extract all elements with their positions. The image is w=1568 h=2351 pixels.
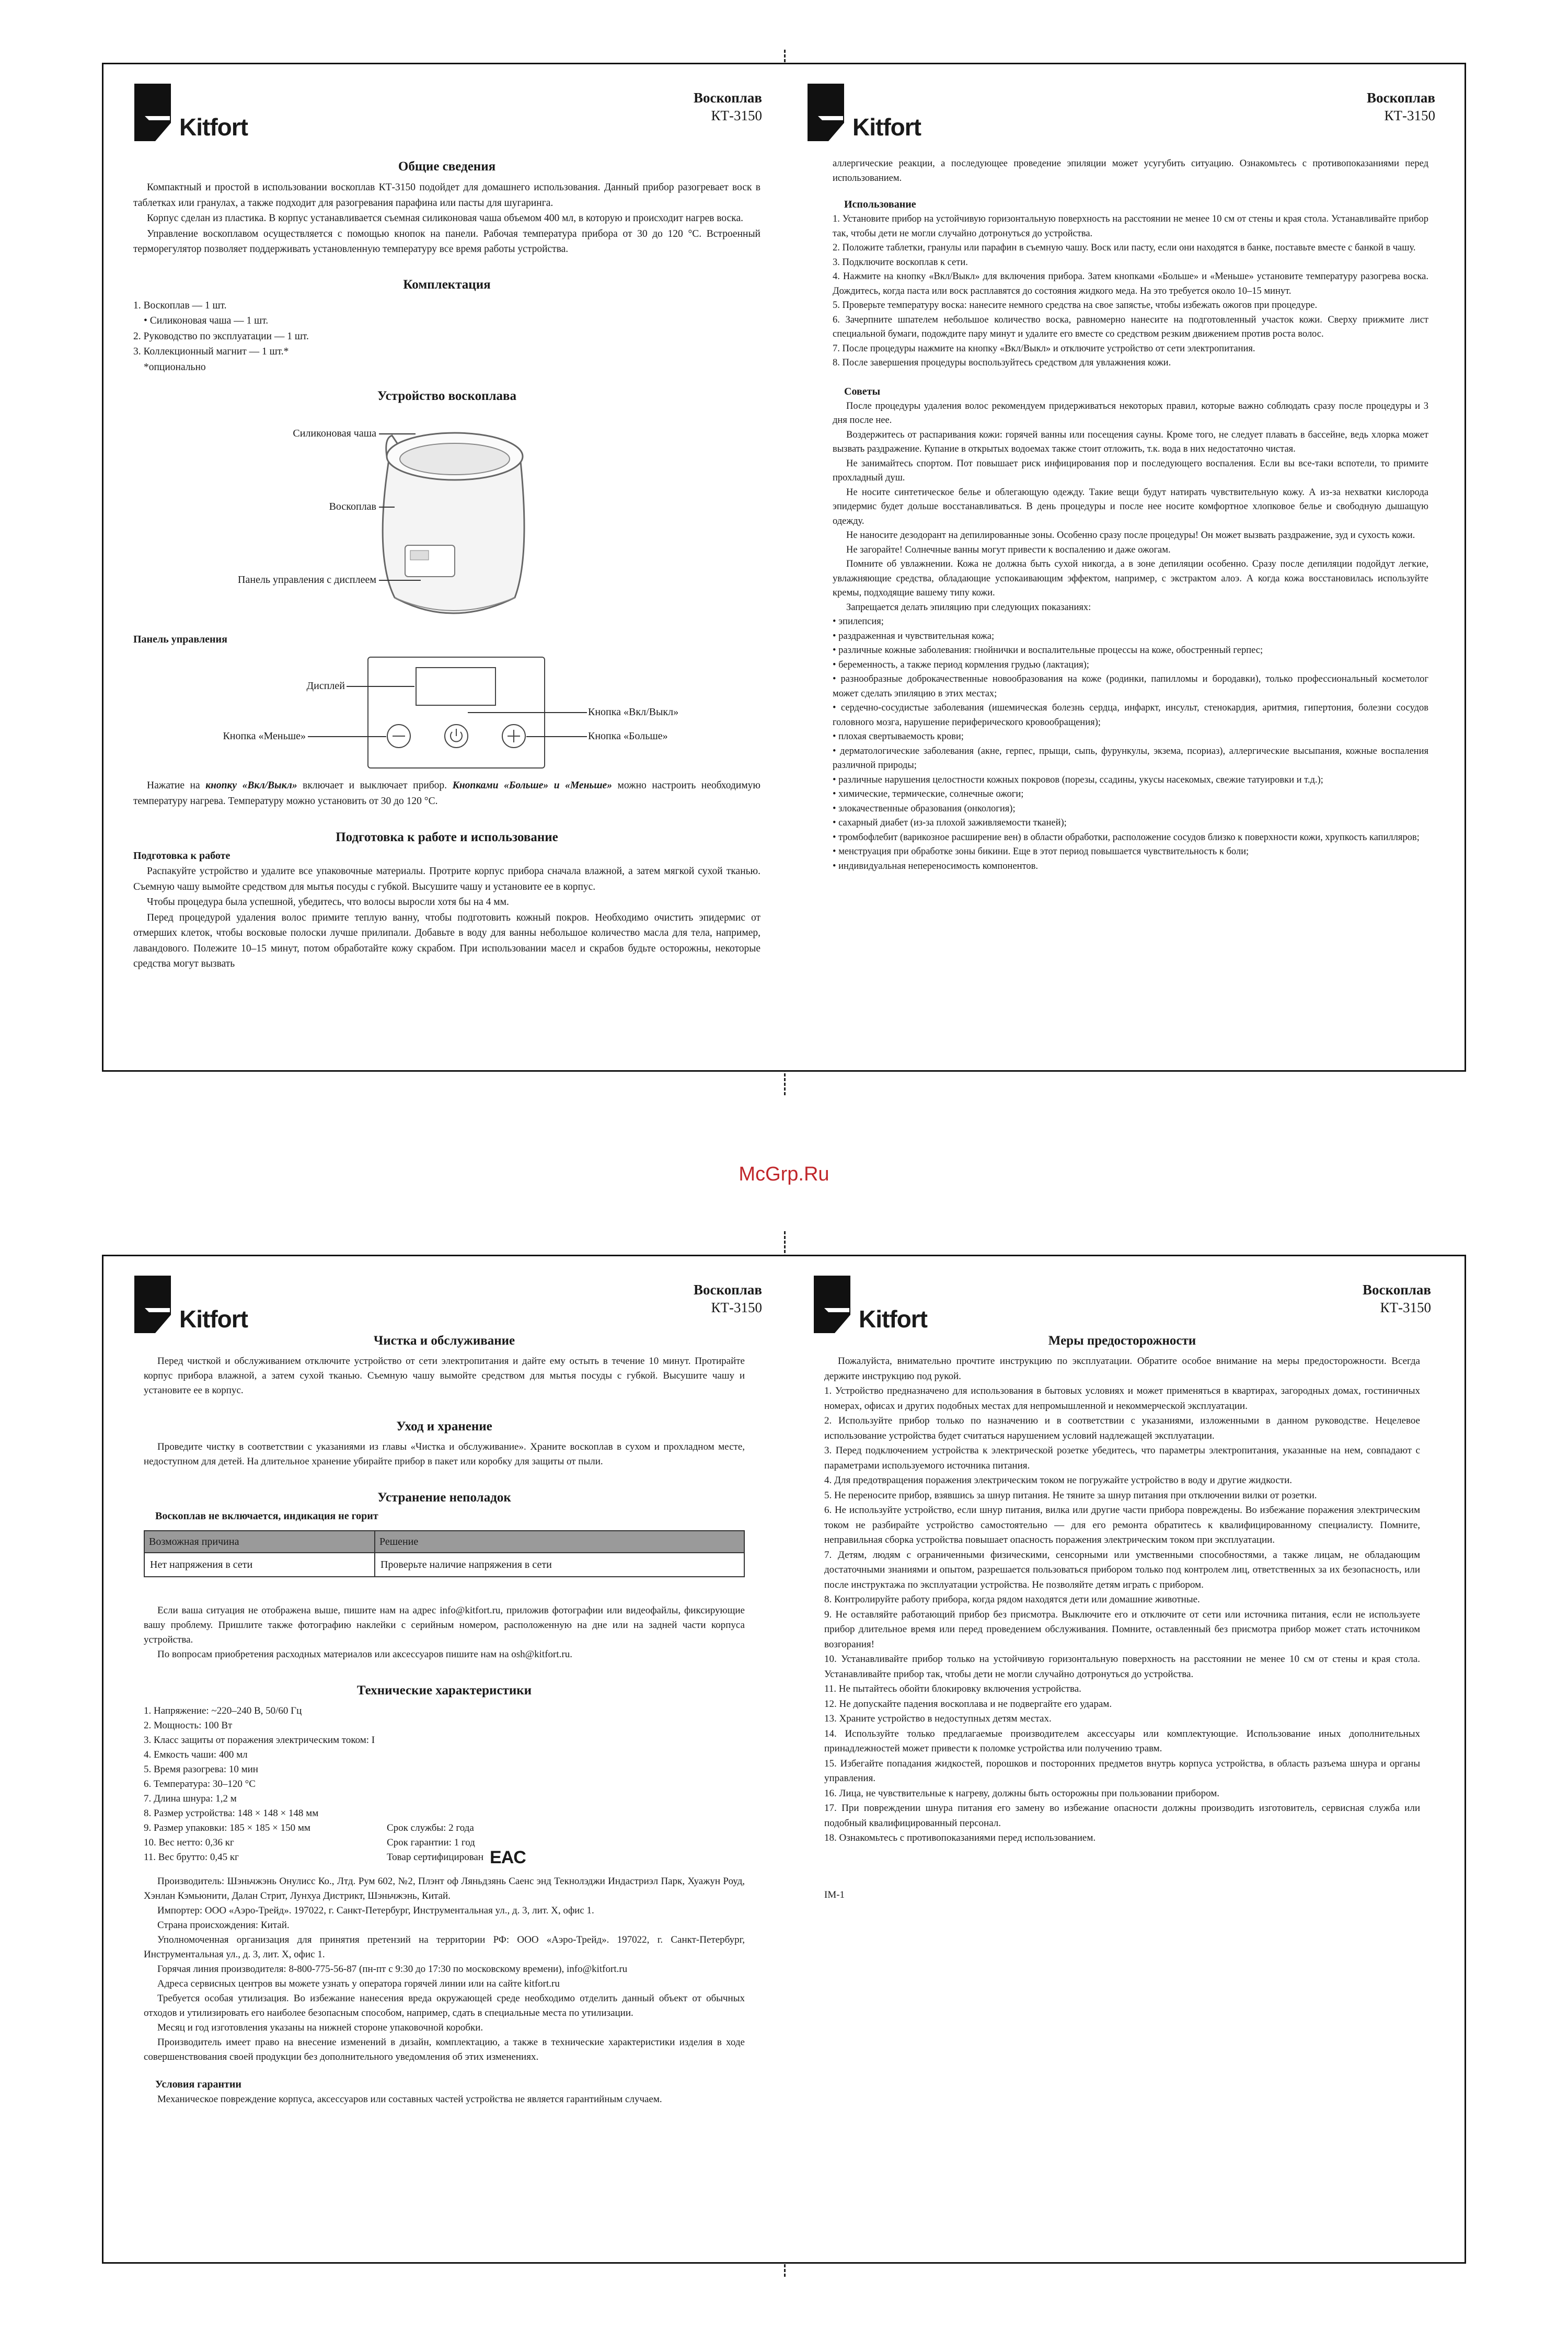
- list-item: 6. Не используйте устройство, если шнур питания, вилка или другие части прибора повреждены. Во избежание поражения электрическим током не разбирайте устройство самостоятельно — для его ремонта обратитесь к квалифицированному специалисту. Помните, неправильная сборка устройства повышает опасность поражения электрическим током при эксплуатации.: [824, 1505, 1420, 1545]
- paragraph: Запрещается делать эпиляцию при следующих показаниях:: [846, 602, 1091, 613]
- warranty-period: Срок гарантии: 1 год: [387, 1837, 475, 1848]
- paragraph: Помните об увлажнении. Кожа не должна быть сухой никогда, а в зоне депиляции особенно. Сразу после депиляции подойдут легкие, увлажняющие средства, обладающие успокаивающим эффектом, например, с экстрактом алоэ. А когда кожа восстановилась используйте кремы, подходящие вашему типу кожи.: [833, 559, 1428, 598]
- list-item: • различные нарушения целостности кожных покровов (порезы, ссадины, укусы насекомых, свежие татуировки и т.д.);: [833, 774, 1323, 785]
- leader-line: [379, 580, 421, 581]
- paragraph: Уполномоченная организация для принятия претензий на территории РФ: ООО «Аэро-Трейд». 197022, г. Санкт-Петербург, Инструментальная ул., д. 3, лит. Х, офис 1.: [144, 1934, 745, 1960]
- kit-list: [133, 298, 760, 375]
- contraindications-list: [833, 615, 1428, 874]
- list-item: • тромбофлебит (варикозное расширение вен) в области обработки, расположение сосудов близко к поверхности кожи, хрупкость капилляров;: [833, 832, 1420, 843]
- spec-item: 11. Вес брутто: 0,45 кг: [144, 1852, 239, 1863]
- leader-line: [379, 433, 416, 434]
- section-title: Устранение неполадок: [377, 1490, 511, 1505]
- page2-right-content: [824, 1333, 1420, 1902]
- list-item: • сердечно-сосудистые заболевания (ишемическая болезнь сердца, инфаркт, инсульт, стенокардия, аритмия, гипертония, болезни сосудов головного мозга, нарушение периферического кровообращения);: [833, 703, 1428, 728]
- label-body: Воскоплав: [329, 501, 376, 512]
- model-block: [1244, 1281, 1431, 1316]
- list-item: • дерматологические заболевания (акне, герпес, прыщи, сыпь, фурункулы, экзема, псориаз), аллергические высыпания, кожные воспаления различной природы;: [833, 746, 1428, 771]
- troubleshooting-table: [144, 1530, 745, 1577]
- paragraph: Корпус сделан из пластика. В корпус устанавливается съемная силиконовая чаша объемом 400 мл, в которую и происходит нагрев воска.: [147, 213, 743, 224]
- list-item: • злокачественные образования (онкология);: [833, 803, 1016, 814]
- table-cell: Проверьте наличие напряжения в сети: [375, 1553, 744, 1577]
- panel-description: Нажатие на кнопку «Вкл/Выкл» включает и выключает прибор. Кнопками «Больше» и «Меньше» можно настроить необходимую температуру нагрева. Температуру можно установить от 30 до 120 °С.: [133, 780, 760, 807]
- model-number: КТ-3150: [1384, 108, 1435, 123]
- table-row: [144, 1553, 744, 1577]
- model-block: [1248, 89, 1435, 124]
- paragraph: Горячая линия производителя: 8-800-775-56-87 (пн-пт с 9:30 до 17:30 по московскому времени), info@kitfort.ru: [157, 1964, 628, 1975]
- display-screen: [416, 667, 496, 706]
- paragraph: По вопросам приобретения расходных материалов или аксессуаров пишите нам на osh@kitfort.ru.: [157, 1649, 572, 1660]
- section-title: Устройство воскоплава: [377, 389, 517, 403]
- list-item: • различные кожные заболевания: гнойнички и воспалительные процессы на коже, обостренный герпес;: [833, 645, 1263, 656]
- paragraph: Не занимайтесь спортом. Пот повышает риск инфицирования пор и последующего воспаления. Если вы все-таки вспотели, то примите прохладный душ.: [833, 458, 1428, 483]
- list-item: 3. Коллекционный магнит — 1 шт.*: [133, 346, 289, 357]
- section-title: Подготовка к работе и использование: [336, 830, 558, 844]
- list-item: 4. Для предотвращения поражения электрическим током не погружайте устройство в воду и другие жидкости.: [824, 1475, 1292, 1486]
- paragraph: Адреса сервисных центров вы можете узнать у оператора горячей линии или на сайте kitfort.ru: [157, 1978, 560, 1989]
- list-item: • эпилепсия;: [833, 616, 884, 627]
- model-number: КТ-3150: [711, 108, 762, 123]
- usage-list: [833, 212, 1428, 371]
- list-item: 15. Избегайте попадания жидкостей, порошков и посторонних предметов внутрь корпуса устройства, в область разъема шнура и органы управления.: [824, 1758, 1420, 1784]
- leader-line: [468, 712, 587, 713]
- list-item: • менструация при обработке зоны бикини. Еще в этот период повышается чувствительность к боли;: [833, 846, 1249, 857]
- kitfort-logo-icon: [134, 84, 176, 141]
- paragraph: Производитель: Шэньчжэнь Онулисс Ко., Лтд. Рум 602, №2, Плэнт оф Ляньдзянь Саенс энд Текнолэджи Индастриэл Парк, Хуажун Роуд, Хэнлан Кэмьюнити, Далан Стрит, Лунхуа Дистрикт, Шэньчжэнь, Китай.: [144, 1876, 745, 1901]
- model-block: [575, 89, 762, 124]
- spec-item: 2. Мощность: 100 Вт: [144, 1720, 233, 1731]
- list-item: 2. Используйте прибор только по назначению и в соответствии с указаниями, изложенными в данном руководстве. Нецелевое использование устройства будет считаться нарушением условий надлежащей эксплуатации.: [824, 1415, 1420, 1441]
- brand-logo: [134, 84, 248, 141]
- list-item: 16. Лица, не чувствительные к нагреву, должны быть осторожны при пользовании прибором.: [824, 1787, 1220, 1799]
- leader-line: [347, 686, 414, 687]
- brand-name: Kitfort: [859, 1305, 927, 1333]
- list-item: 10. Устанавливайте прибор только на устойчивую горизонтальную поверхность на расстоянии не менее 10 см от стены и края стола. Устанавливайте прибор так, чтобы дети не могли случайно дотронуться до устройства.: [824, 1654, 1420, 1680]
- list-item: 7. Детям, людям с ограниченными физическими, сенсорными или умственными способностями, а также лицам, не обладающим достаточными знаниями и опытом, разрешается пользоваться прибором только под контролем лиц, ответственных за их безопасность, или после инструктажа по эксплуатации устройства. Не позволяйте детям играть с прибором.: [824, 1549, 1420, 1590]
- control-panel-diagram: [133, 647, 760, 778]
- label-display: Дисплей: [306, 680, 345, 692]
- device-diagram: [133, 409, 760, 629]
- document-code: IM-1: [824, 1889, 845, 1900]
- list-item: 5. Проверьте температуру воска: нанесите немного средства на свое запястье, чтобы избежать ожогов при процедуре.: [833, 300, 1318, 311]
- paragraph: Не загорайте! Солнечные ванны могут привести к воспалению и даже ожогам.: [846, 544, 1171, 555]
- spec-item: 8. Размер устройства: 148 × 148 × 148 мм: [144, 1808, 319, 1819]
- list-item: 3. Подключите воскоплав к сети.: [833, 257, 968, 268]
- manufacturer-info: [144, 1874, 745, 2065]
- list-item: 18. Ознакомьтесь с противопоказаниями перед использованием.: [824, 1832, 1096, 1843]
- list-item: 12. Не допускайте падения воскоплава и не подвергайте его ударам.: [824, 1698, 1112, 1710]
- spec-item: 4. Емкость чаши: 400 мл: [144, 1749, 248, 1760]
- brand-logo: [814, 1276, 927, 1333]
- table-header-row: [144, 1531, 744, 1553]
- paragraph: Страна происхождения: Китай.: [157, 1920, 290, 1931]
- table-header: Решение: [375, 1531, 744, 1553]
- watermark-link[interactable]: McGrp.Ru: [739, 1163, 829, 1185]
- label-power: Кнопка «Вкл/Выкл»: [588, 706, 679, 718]
- paragraph: аллергические реакции, а последующее проведение эпиляции может усугубить ситуацию. Ознакомьтесь с противопоказаниями перед использованием.: [833, 158, 1428, 184]
- eac-mark: EAC: [490, 1848, 526, 1867]
- page1-left-content: [133, 147, 760, 972]
- section-title: Технические характеристики: [356, 1683, 532, 1698]
- safety-list: [824, 1384, 1420, 1846]
- list-item: 2. Положите таблетки, гранулы или парафин в съемную чашу. Воск или пасту, если они находятся в банке, поставьте вместе с банкой в чашу.: [833, 243, 1416, 253]
- list-item: 8. После завершения процедуры воспользуйтесь средством для увлажнения кожи.: [833, 358, 1171, 368]
- list-item: 13. Храните устройство в недоступных детям местах.: [824, 1713, 1052, 1724]
- spec-item: 7. Длина шнура: 1,2 м: [144, 1793, 237, 1804]
- brand-name: Kitfort: [852, 113, 921, 141]
- paragraph: После процедуры удаления волос рекомендуем придерживаться некоторых правил, которые важно соблюдать сразу после процедуры и 3 дня после нее.: [833, 400, 1428, 426]
- leader-line: [379, 507, 395, 508]
- subsection-title: Подготовка к работе: [133, 850, 230, 862]
- service-life: Срок службы: 2 года: [387, 1822, 474, 1833]
- list-item: 1. Воскоплав — 1 шт.: [133, 300, 227, 311]
- page1-right-content: [833, 157, 1428, 874]
- list-item: 7. После процедуры нажмите на кнопку «Вкл/Выкл» и отключите устройство от сети электропитания.: [833, 343, 1255, 354]
- list-item: 3. Перед подключением устройства к электрической розетке убедитесь, что параметры электропитания, указанные на нем, совпадают с параметрами используемого источника питания.: [824, 1445, 1420, 1471]
- paragraph: Управление воскоплавом осуществляется с помощью кнопок на панели. Рабочая температура прибора от 30 до 120 °С. Встроенный терморегулятор позволяет поддерживать установленную температуру все время работы устройства.: [133, 228, 760, 255]
- paragraph: Если ваша ситуация не отображена выше, пишите нам на адрес info@kitfort.ru, приложив фотографии или видеофайлы, фиксирующие вашу проблему. Пришлите также фотографию наклейки с серийным номером, расположенную на дне или на задней части корпуса устройства.: [144, 1605, 745, 1645]
- label-panel: Панель управления с дисплеем: [238, 574, 376, 586]
- paragraph: Перед процедурой удаления волос примите теплую ванну, чтобы подготовить кожный покров. Необходимо очистить эпидермис от отмерших клеток, чтобы восковые полоски лучше прилипали. Добавьте в воду для ванны небольшое количество масла для тела, например, лавандового. Полежите 10–15 минут, потом обработайте кожу скрабом. При использовании масел и скрабов будьте осторожны, некоторые средства могут вызвать: [133, 912, 760, 969]
- list-item: 8. Контролируйте работу прибора, когда рядом находятся дети или домашние животные.: [824, 1594, 1200, 1605]
- list-item: • разнообразные доброкачественные новообразования на коже (родинки, папилломы и бородавки), только профессиональный косметолог может сделать эпиляцию в этих местах;: [833, 674, 1428, 699]
- brand-name: Kitfort: [179, 1305, 248, 1333]
- page2-left-content: [144, 1333, 745, 2107]
- section-title: Уход и хранение: [396, 1419, 492, 1433]
- subsection-title: Советы: [844, 385, 881, 397]
- paragraph: Проведите чистку в соответствии с указаниями из главы «Чистка и обслуживание». Храните воскоплав в сухом и прохладном месте, недоступном для детей. На длительное хранение убирайте прибор в пакет или коробку для защиты от пыли.: [144, 1441, 745, 1467]
- label-plus: Кнопка «Больше»: [588, 730, 668, 742]
- panel-buttons: [383, 720, 529, 752]
- list-item: • плохая свертываемость крови;: [833, 731, 964, 742]
- kitfort-logo-icon: [814, 1276, 856, 1333]
- kitfort-logo-icon: [808, 84, 849, 141]
- model-number: КТ-3150: [711, 1300, 762, 1315]
- list-item: • сахарный диабет (из-за плохой заживляемости тканей);: [833, 818, 1067, 828]
- label-bowl: Силиконовая чаша: [293, 428, 376, 439]
- paragraph: Не наносите дезодорант на депилированные зоны. Особенно сразу после процедуры! Он может вызвать раздражение, зуд и сухость кожи.: [846, 530, 1415, 541]
- spec-item: 5. Время разогрева: 10 мин: [144, 1764, 258, 1775]
- list-item: 1. Устройство предназначено для использования в бытовых условиях и может применяться в квартирах, загородных домах, гостиничных номерах, офисах и других подобных местах для непромышленной и некоммерческой эксплуатации.: [824, 1385, 1420, 1412]
- list-item: • Силиконовая чаша — 1 шт.: [144, 315, 269, 326]
- subsection-title: Использование: [844, 199, 916, 210]
- brand-name: Kitfort: [179, 113, 248, 141]
- spec-item: 6. Температура: 30–120 °С: [144, 1779, 256, 1790]
- paragraph: Распакуйте устройство и удалите все упаковочные материалы. Протрите корпус прибора сначала влажной, а затем мягкой сухой тканью. Съемную чашу вымойте средством для мытья посуды с губкой. Высушите чашу и установите ее в корпус.: [133, 866, 760, 892]
- paragraph: Воздержитесь от распаривания кожи: горячей ванны или посещения сауны. Кроме того, не следует плавать в бассейне, ведь хлорка может вызвать раздражение. Купание в открытых водоемах также стоит отложить, т.к. вода в них недостаточно чистая.: [833, 429, 1428, 454]
- list-item: 11. Не пытайтесь обойти блокировку включения устройства.: [824, 1683, 1081, 1694]
- kitfort-logo-icon: [134, 1276, 176, 1333]
- paragraph: Механическое повреждение корпуса, аксессуаров или составных частей устройства не является гарантийным случаем.: [157, 2094, 662, 2105]
- certified-text: Товар сертифицирован: [387, 1852, 484, 1863]
- brand-logo: [808, 84, 921, 141]
- leader-line: [308, 736, 386, 737]
- paragraph: Перед чисткой и обслуживанием отключите устройство от сети электропитания и дайте ему остыть в течение 10 минут. Протирайте корпус прибора влажной, а затем сухой тканью. Съемную чашу вымойте средством для мытья посуды с губкой. Высушите чашу и установите ее в корпус.: [144, 1356, 745, 1396]
- list-item: 2. Руководство по эксплуатации — 1 шт.: [133, 330, 309, 342]
- product-title: Воскоплав: [1367, 90, 1435, 106]
- list-item: 17. При повреждении шнура питания его замену во избежание опасности должны производить изготовитель, сервисная служба или подобный квалифицированный персонал.: [824, 1803, 1420, 1829]
- warranty-info: [387, 1821, 526, 1865]
- paragraph: Производитель имеет право на внесение изменений в дизайн, комплектацию, а также в технические характеристики изделия в ходе совершенствования своей продукции без дополнительного уведомления об этих изменениях.: [144, 2037, 745, 2062]
- list-item: • индивидуальная непереносимость компонентов.: [833, 861, 1039, 871]
- list-item: 5. Не переносите прибор, взявшись за шнур питания. Не тяните за шнур питания при отключении вилки от розетки.: [824, 1489, 1317, 1501]
- subsection-title: Воскоплав не включается, индикация не горит: [155, 1510, 378, 1522]
- paragraph: Импортер: ООО «Аэро-Трейд». 197022, г. Санкт-Петербург, Инструментальная ул., д. 3, лит. Х, офис 1.: [157, 1905, 594, 1916]
- label-minus: Кнопка «Меньше»: [223, 730, 306, 742]
- spec-item: 1. Напряжение: ~220–240 В, 50/60 Гц: [144, 1705, 302, 1716]
- list-item: *опционально: [144, 361, 206, 373]
- paragraph: Чтобы процедура была успешной, убедитесь, что волосы выросли хотя бы на 4 мм.: [147, 897, 509, 908]
- list-item: • беременность, а также период кормления грудью (лактация);: [833, 659, 1089, 670]
- list-item: 6. Зачерпните шпателем небольшое количество воска, равномерно нанесите на подготовленный участок кожи. Сверху прижмите лист специальной бумаги, подождите пару минут и удалите его вместе со средством резким движением против роста волос.: [833, 314, 1428, 339]
- wax-heater-illustration: [363, 420, 541, 629]
- product-title: Воскоплав: [1363, 1282, 1431, 1298]
- section-title: Меры предосторожности: [1048, 1334, 1196, 1348]
- paragraph: Требуется особая утилизация. Во избежание нанесения вреда окружающей среде необходимо отделить данный объект от обычных отходов и утилизировать его наиболее безопасным способом, например, сдать в специальные места по утилизации.: [144, 1993, 745, 2019]
- table-cell: Нет напряжения в сети: [144, 1553, 375, 1577]
- product-title: Воскоплав: [694, 90, 762, 106]
- list-item: • химические, термические, солнечные ожоги;: [833, 789, 1024, 799]
- paragraph: Компактный и простой в использовании воскоплав КТ-3150 подойдет для домашнего использования. Данный прибор разогревает воск в таблетках или гранулах, а также подходит для разогревания парафина или пасты для шугаринга.: [133, 182, 760, 209]
- model-number: КТ-3150: [1380, 1300, 1431, 1315]
- subsection-title: Условия гарантии: [155, 2079, 241, 2090]
- spec-item: 3. Класс защиты от поражения электрическим током: I: [144, 1735, 375, 1746]
- paragraph: Месяц и год изготовления указаны на нижней стороне упаковочной коробки.: [157, 2022, 483, 2033]
- section-title: Комплектация: [403, 277, 491, 292]
- spec-item: 9. Размер упаковки: 185 × 185 × 150 мм: [144, 1822, 310, 1833]
- spec-item: 10. Вес нетто: 0,36 кг: [144, 1837, 234, 1848]
- section-title: Общие сведения: [398, 159, 496, 174]
- table-header: Возможная причина: [144, 1531, 375, 1553]
- section-title: Чистка и обслуживание: [373, 1334, 515, 1348]
- list-item: 4. Нажмите на кнопку «Вкл/Выкл» для включения прибора. Затем кнопками «Больше» и «Меньше» установите температуру разогрева воска. Дождитесь, когда паста или воск расплавятся до состояния жидкого меда. На это требуется около 10–15 минут.: [833, 271, 1428, 296]
- paragraph: Не носите синтетическое белье и облегающую одежду. Такие вещи будут натирать чувствительную кожу. А из-за нехватки кислорода эпидермис будет дольше восстанавливаться. В день процедуры и после нее носите комфортное хлопковое белье и свободную дышащую одежду.: [833, 487, 1428, 526]
- list-item: 1. Установите прибор на устойчивую горизонтальную поверхность на расстоянии не менее 10 см от стены и края стола. Устанавливайте прибор так, чтобы дети не могли случайно дотронуться до устройства.: [833, 214, 1428, 239]
- brand-logo: [134, 1276, 248, 1333]
- list-item: 14. Используйте только предлагаемые производителем аксессуары или комплектующие. Использование иных дополнительных принадлежностей может привести к поломке устройства или получению травм.: [824, 1728, 1420, 1754]
- spec-block: [144, 1704, 745, 1865]
- subsection-title: Панель управления: [133, 634, 227, 645]
- leader-line: [526, 736, 587, 737]
- product-title: Воскоплав: [694, 1282, 762, 1298]
- paragraph: Пожалуйста, внимательно прочтите инструкцию по эксплуатации. Обратите особое внимание на меры предосторожности. Всегда держите инструкцию под рукой.: [824, 1356, 1420, 1382]
- model-block: [575, 1281, 762, 1316]
- list-item: 9. Не оставляйте работающий прибор без присмотра. Выключите его и отключите от сети или источника питания, если не используете прибор длительное время или перед проведением обслуживания. Помните, оставленный без присмотра прибор может стать источником возгорания!: [824, 1609, 1420, 1650]
- list-item: • раздраженная и чувствительная кожа;: [833, 630, 995, 641]
